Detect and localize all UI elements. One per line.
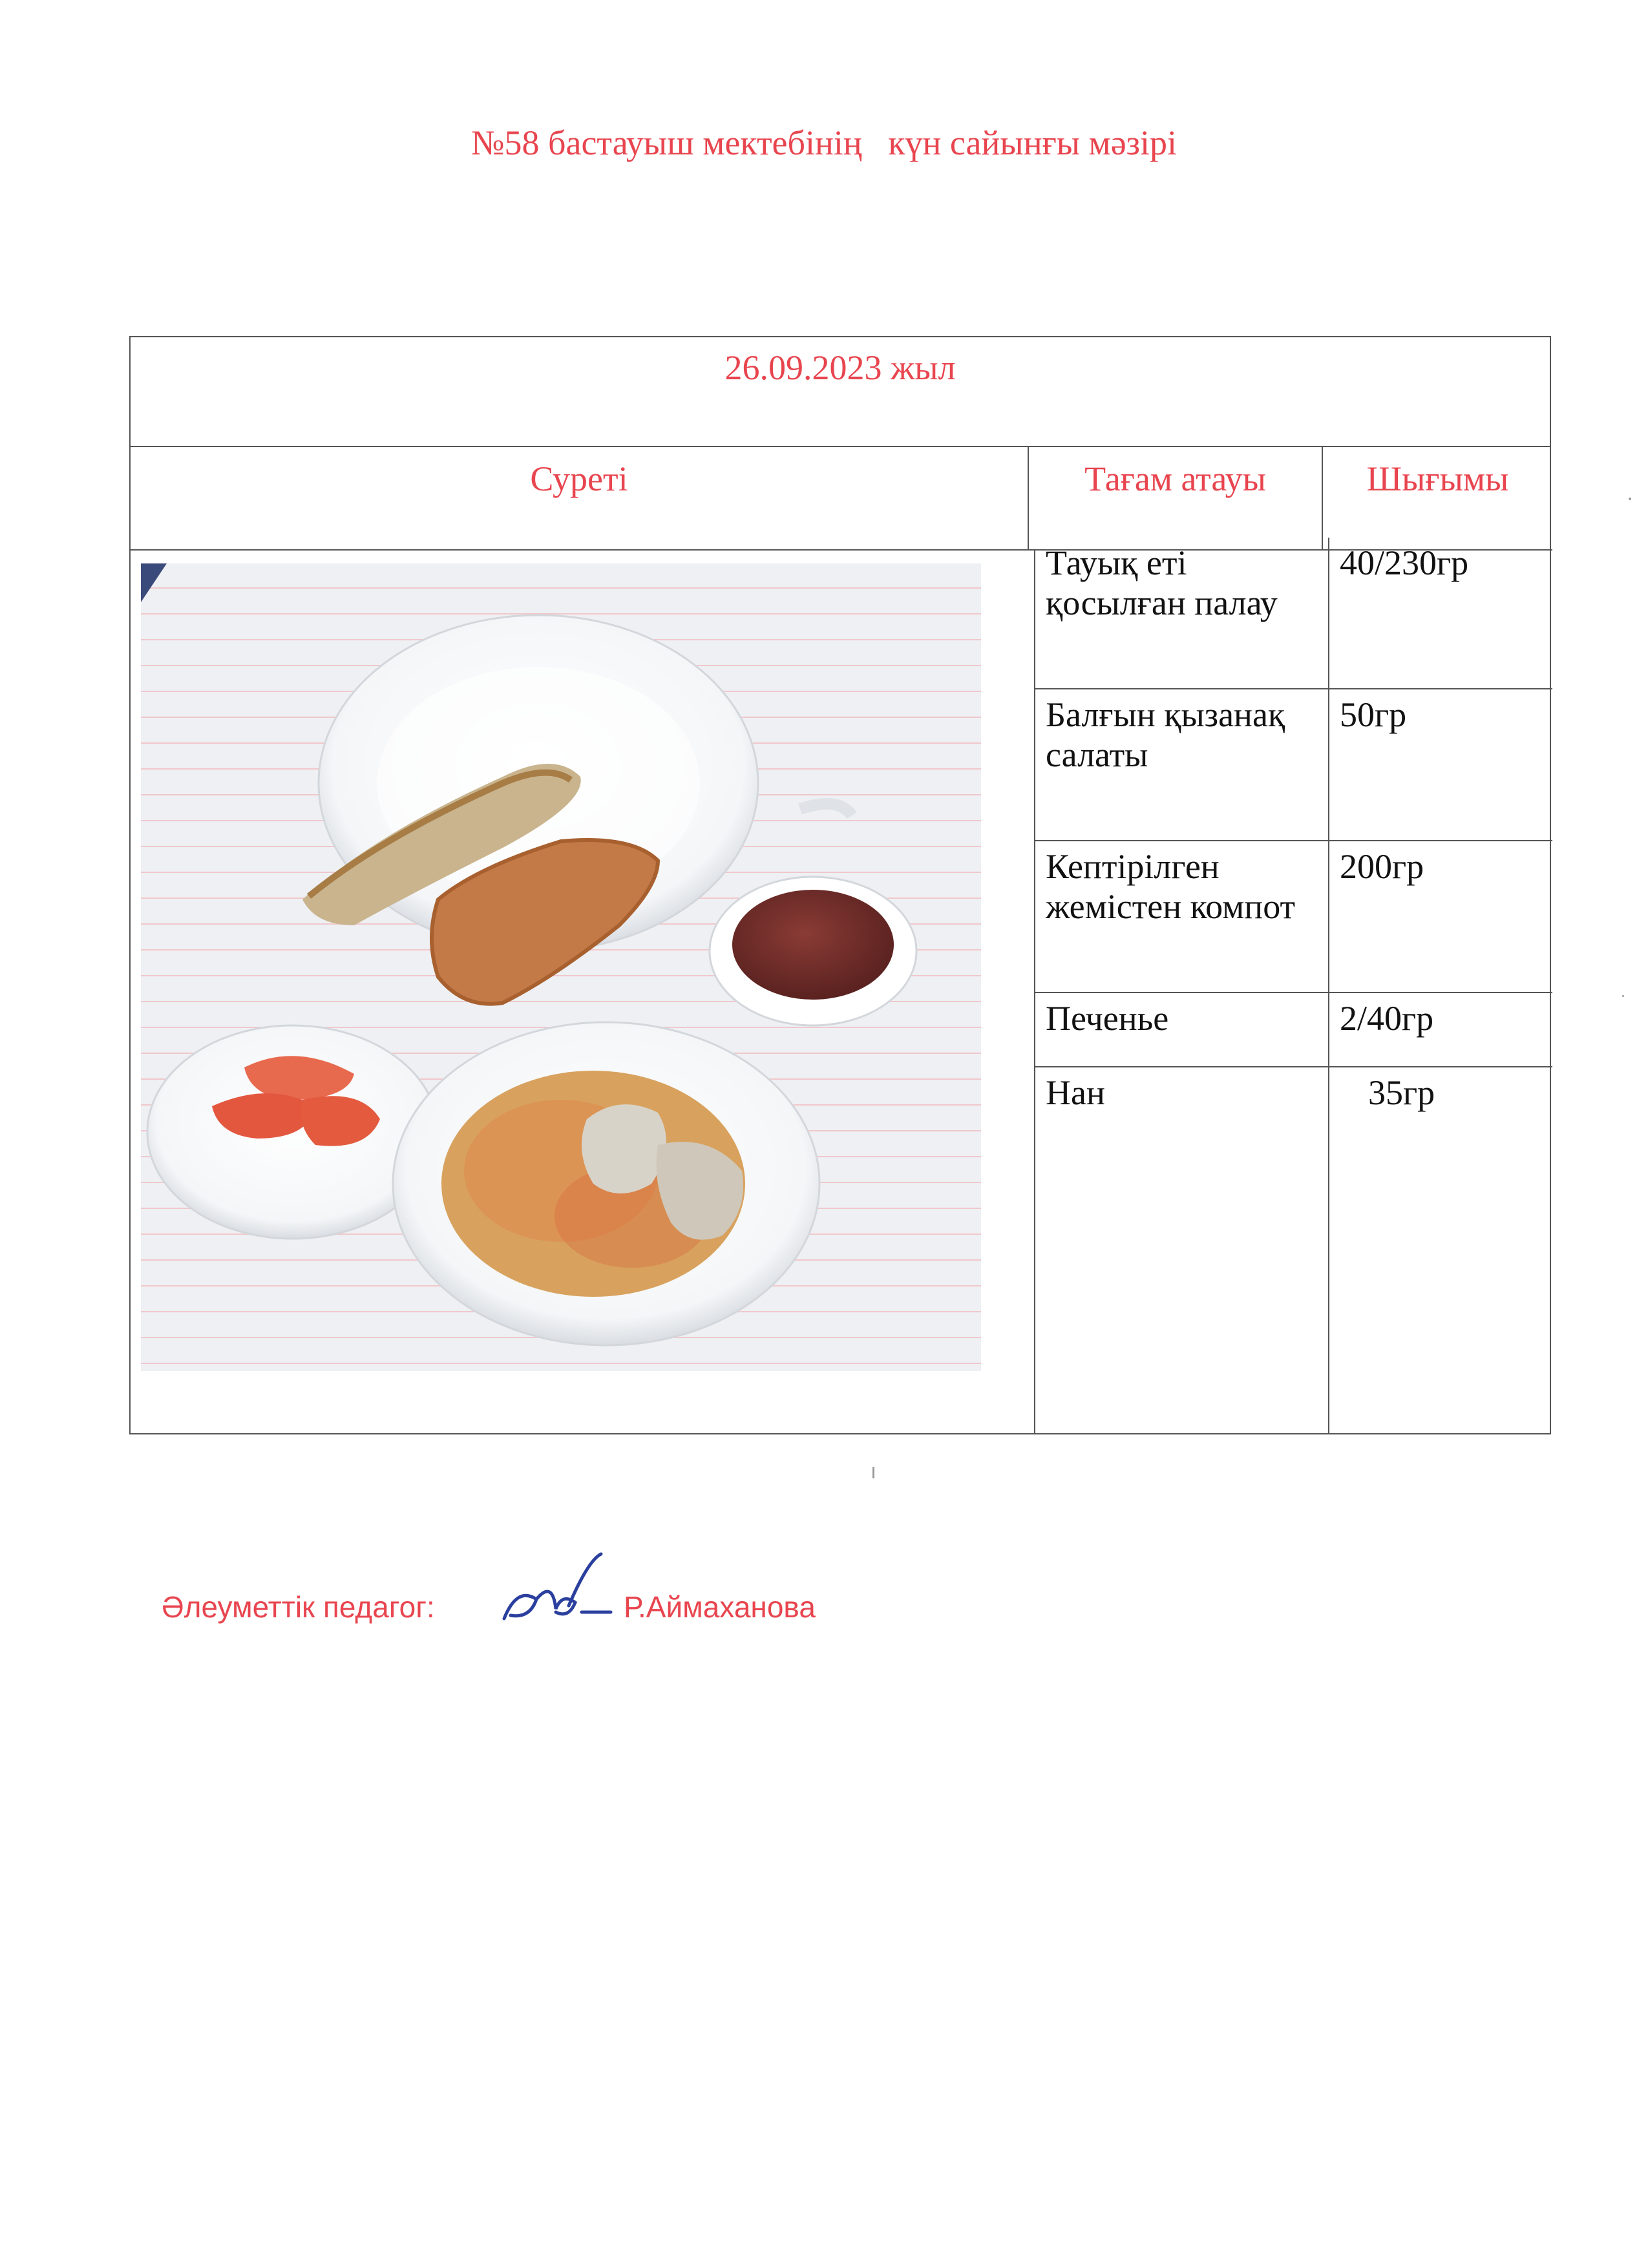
- column-header-dish-name: Тағам атауы: [1029, 447, 1323, 551]
- dish-yield-cell: 200гр: [1329, 841, 1552, 993]
- menu-table: [129, 336, 1551, 1434]
- dish-name-cell: Кептірілген жемістен компот: [1035, 841, 1329, 993]
- menu-date: 26.09.2023 жыл: [131, 337, 1550, 447]
- column-header-yield: Шығымы: [1323, 447, 1552, 551]
- scan-speck: [1622, 995, 1624, 997]
- dish-yield-cell: 35гр: [1368, 1073, 1435, 1112]
- scan-speck: [872, 1467, 874, 1478]
- dish-yield-cell: 40/230гр: [1329, 538, 1552, 689]
- dish-name-cell: Тауық еті қосылған палау: [1035, 538, 1329, 689]
- meal-photo: [141, 563, 981, 1371]
- dish-name-cell: Нан: [1035, 1067, 1329, 1434]
- dish-yield-cell: 50гр: [1329, 689, 1552, 841]
- column-header-photo: Суреті: [131, 447, 1029, 551]
- page-title: №58 бастауыш мектебінің күн сайынғы мәзірі: [471, 123, 1177, 162]
- handwritten-signature: [491, 1548, 614, 1638]
- photo-cell: [131, 551, 1035, 1434]
- dish-name-cell: Балғын қызанақ салаты: [1035, 689, 1329, 841]
- scan-speck: [1629, 498, 1631, 500]
- dish-name-cell: Печенье: [1035, 993, 1329, 1067]
- signer-name: Р.Аймаханова: [624, 1590, 816, 1624]
- dish-yield-cell: 2/40гр: [1329, 993, 1552, 1067]
- signature-role: Әлеуметтік педагог:: [162, 1590, 435, 1624]
